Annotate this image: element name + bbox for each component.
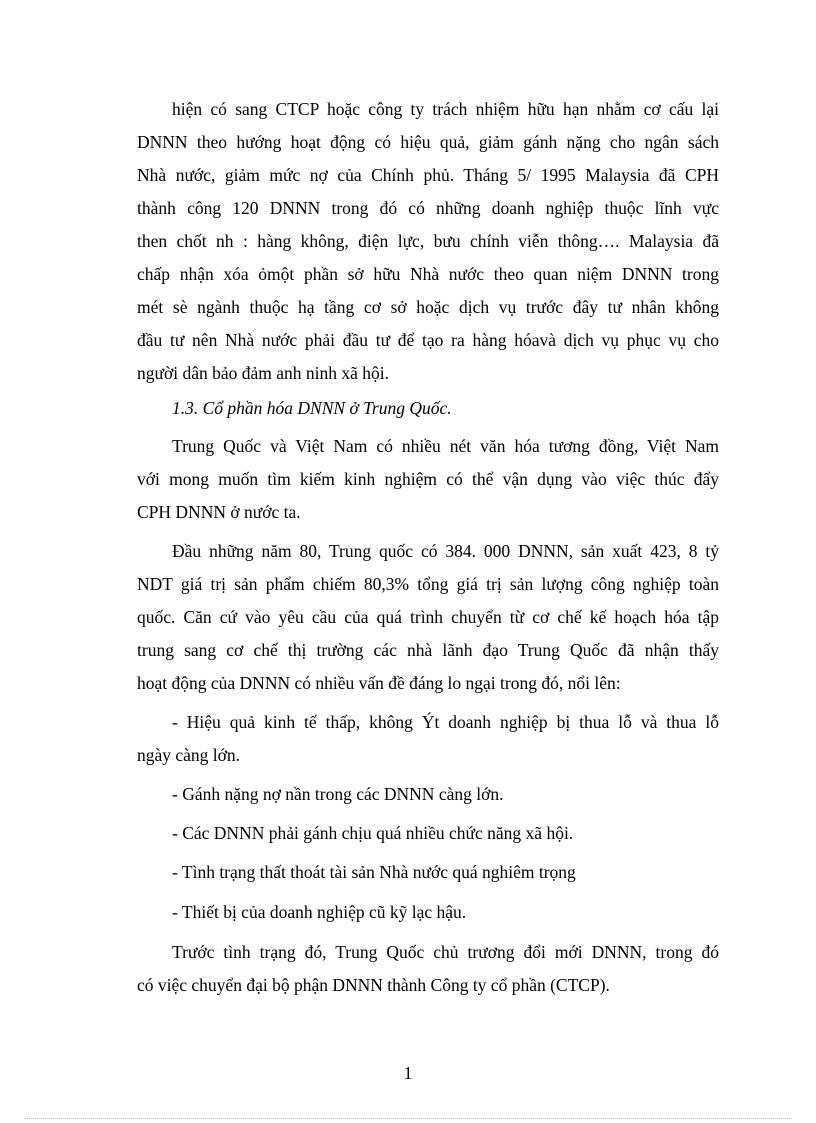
paragraph-line: DNNN theo hướng hoạt động có hiệu quả, giảm gánh nặng cho ngân sách [137,132,719,152]
paragraph-line: Nhà nước, giảm mức nợ của Chính phủ. Tháng 5/ 1995 Malaysia đã CPH [137,165,719,185]
paragraph-line: chấp nhận xóa ỏmột phần sở hữu Nhà nước theo quan niệm DNNN trong [137,264,719,284]
list-item-continuation: ngày càng lớn. [137,745,241,765]
paragraph-line: đầu tư nên Nhà nước phải đầu tư để tạo ra hàng hóavà dịch vụ phục vụ cho [137,330,719,350]
paragraph-line: then chốt nh : hàng không, điện lực, bưu chính viễn thông…. Malaysia đã [137,231,719,251]
paragraph-line: hiện có sang CTCP hoặc công ty trách nhiệm hữu hạn nhằm cơ cấu lại [172,99,719,119]
paragraph-line: với mong muốn tìm kiếm kinh nghiệm có thể vận dụng vào việc thúc đẩy [137,469,719,489]
paragraph-line: NDT giá trị sản phẩm chiếm 80,3% tổng giá trị sản lượng công nghiệp toàn [137,574,719,594]
section-heading: 1.3. Cổ phần hóa DNNN ở Trung Quốc. [172,398,452,418]
page-number: 1 [403,1063,413,1083]
paragraph-line: CPH DNNN ở nước ta. [137,502,301,522]
list-item: - Các DNNN phải gánh chịu quá nhiều chức năng xã hội. [172,823,574,843]
paragraph-line: người dân bảo đảm anh ninh xã hội. [137,363,390,383]
paragraph-line: thành công 120 DNNN trong đó có những doanh nghiệp thuộc lĩnh vực [137,198,719,218]
list-item: - Hiệu quả kinh tế thấp, không Ýt doanh nghiệp bị thua lỗ và thua lỗ [172,712,719,732]
paragraph-line: quốc. Căn cứ vào yêu cầu của quá trình chuyển từ cơ chế kế hoạch hóa tập [137,607,719,627]
list-item: - Thiết bị của doanh nghiệp cũ kỹ lạc hậu. [172,902,467,922]
paragraph-line: Đầu những năm 80, Trung quốc có 384. 000 DNNN, sản xuất 423, 8 tỷ [172,541,719,561]
paragraph-line: Trước tình trạng đó, Trung Quốc chủ trương đổi mới DNNN, trong đó [172,942,719,962]
footer-divider [24,1118,792,1119]
list-item: - Tình trạng thất thoát tài sản Nhà nước quá nghiêm trọng [172,862,576,882]
paragraph-line: mét sè ngành thuộc hạ tầng cơ sở hoặc dịch vụ trước đây tư nhân không [137,297,719,317]
paragraph-line: trung sang cơ chế thị trường các nhà lãnh đạo Trung Quốc đã nhận thấy [137,640,719,660]
paragraph-line: hoạt động của DNNN có nhiều vấn đề đáng lo ngại trong đó, nổi lên: [137,673,621,693]
paragraph-line: có việc chuyển đại bộ phận DNNN thành Công ty cổ phần (CTCP). [137,975,610,995]
paragraph-line: Trung Quốc và Việt Nam có nhiều nét văn hóa tương đồng, Việt Nam [172,436,719,456]
list-item: - Gánh nặng nợ nần trong các DNNN càng lớn. [172,784,504,804]
